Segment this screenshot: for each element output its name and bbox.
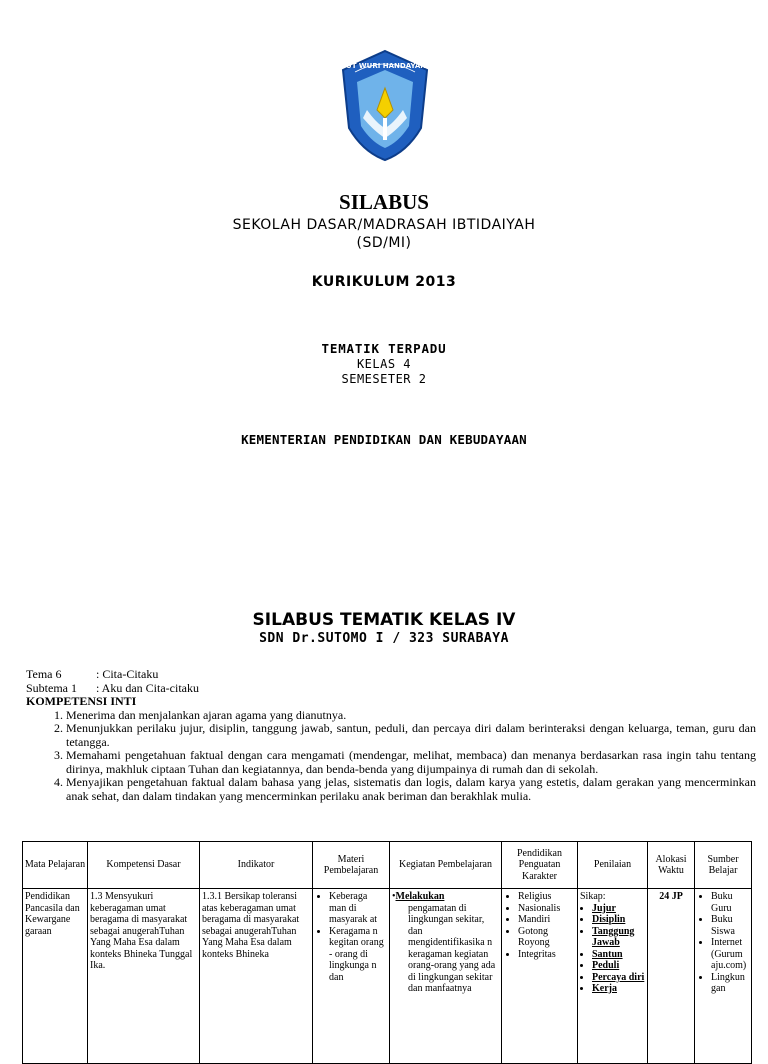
list-item: • Nasionalis bbox=[518, 903, 575, 915]
indicator-number: 1.3.1 bbox=[202, 891, 222, 902]
ki-item: 1. Menerima dan menjalankan ajaran agama yang dianutnya. bbox=[66, 709, 756, 723]
header-sumber: Sumber Belajar bbox=[695, 842, 752, 889]
cell-kd bbox=[88, 889, 200, 1064]
header-karakter: Pendidikan Penguatan Karakter bbox=[502, 842, 578, 889]
cell-indikator bbox=[200, 889, 313, 1064]
list-item: • Percaya diri bbox=[592, 972, 645, 984]
logo-text: TUT WURI HANDAYANI bbox=[341, 62, 429, 70]
ki-heading: KOMPETENSI INTI bbox=[26, 694, 137, 708]
ki-item: 3. Memahami pengetahuan faktual dengan cara mengamati (mendengar, melihat, membaca) dan menanya berdasarkan rasa ingin tahu tentang dirinya, makhluk ciptaan Tuhan dan kegiatannya, dan benda-benda yang dijumpainya di rumah dan di sekolah. bbox=[66, 749, 756, 776]
indicator-text: Bersikap toleransi atas keberagaman umat beragama di masyarakat sebagai anugerahTuhan Yang Maha Esa dalam konteks Bhineka bbox=[202, 891, 300, 960]
cell-kegiatan bbox=[390, 889, 502, 1064]
syllabus-meta bbox=[26, 668, 756, 803]
list-item: • Kerja bbox=[592, 983, 645, 995]
materi-list bbox=[315, 891, 387, 983]
list-item: • Disiplin bbox=[592, 914, 645, 926]
curriculum: KURIKULUM 2013 bbox=[311, 274, 457, 290]
cell-materi bbox=[313, 889, 390, 1064]
list-item: • Tanggung Jawab bbox=[592, 926, 645, 949]
kd-text: Mensyukuri keberagaman umat beragama di masyarakat sebagai anugerahTuhan Yang Maha Esa dalam konteks Bhineka Tunggal Ika. bbox=[90, 891, 193, 971]
kd-number: 1.3 bbox=[90, 891, 103, 902]
semester: SEMESETER 2 bbox=[341, 372, 427, 386]
syllabus-table bbox=[22, 841, 752, 1064]
cover-title: SILABUS bbox=[339, 190, 429, 214]
karakter-list bbox=[504, 891, 575, 960]
table-row bbox=[23, 889, 752, 1064]
cell-mapel: Pendidikan Pancasila dan Kewargane garaan bbox=[23, 889, 88, 1064]
cell-karakter bbox=[502, 889, 578, 1064]
tut-wuri-handayani-logo bbox=[335, 48, 435, 163]
ki-list bbox=[26, 709, 756, 804]
grade: KELAS 4 bbox=[356, 357, 412, 371]
list-item: • Lingkun gan bbox=[711, 972, 749, 995]
penilaian-list bbox=[580, 903, 645, 995]
cell-alokasi: 24 JP bbox=[648, 889, 695, 1064]
ki-item: 4. Menyajikan pengetahuan faktual dalam bahasa yang jelas, sistematis dan logis, dalam karya yang estetis, dalam gerakan yang mencerminkan anak sehat, dan dalam tindakan yang mencerminkan perilaku anak beriman dan berakhlak mulia. bbox=[66, 776, 756, 803]
list-item: • Internet (Gurum aju.com) bbox=[711, 937, 749, 972]
header-mapel: Mata Pelajaran bbox=[23, 842, 88, 889]
cell-penilaian bbox=[578, 889, 648, 1064]
list-item: • Jujur bbox=[592, 903, 645, 915]
kegiatan-bullet-icon: • bbox=[392, 891, 396, 902]
theme-title: TEMATIK TERPADU bbox=[321, 341, 447, 356]
tut-wuri-logo-icon bbox=[335, 48, 435, 163]
subtema-label: Subtema 1 bbox=[26, 680, 77, 695]
list-item: • Integritas bbox=[518, 949, 575, 961]
kegiatan-text: pengamatan di lingkungan sekitar, dan mengidentifikasika n keragaman kegiatan orang-orang yang ada di lingkungan sekitar dan manfaatnya bbox=[408, 902, 496, 994]
header-alokasi: Alokasi Waktu bbox=[648, 842, 695, 889]
list-item: • Religius bbox=[518, 891, 575, 903]
list-item: • Buku Guru bbox=[711, 891, 749, 914]
tema-value: : Cita-Citaku bbox=[96, 667, 159, 681]
list-item: • Peduli bbox=[592, 960, 645, 972]
header-materi: Materi Pembelajaran bbox=[313, 842, 390, 889]
penilaian-heading: Sikap: bbox=[580, 891, 606, 902]
school-type-abbr: (SD/MI) bbox=[356, 235, 412, 251]
sumber-list bbox=[697, 891, 749, 995]
tema-label: Tema 6 bbox=[26, 667, 62, 681]
list-item: • Santun bbox=[592, 949, 645, 961]
header-penilaian: Penilaian bbox=[578, 842, 648, 889]
list-item: • Gotong Royong bbox=[518, 926, 575, 949]
header-indikator: Indikator bbox=[200, 842, 313, 889]
header-kegiatan: Kegiatan Pembelajaran bbox=[390, 842, 502, 889]
header-kd: Kompetensi Dasar bbox=[88, 842, 200, 889]
cell-sumber bbox=[695, 889, 752, 1064]
table-header-row bbox=[23, 842, 752, 889]
ministry: KEMENTERIAN PENDIDIKAN DAN KEBUDAYAAN bbox=[241, 432, 527, 447]
school-name: SDN Dr.SUTOMO I / 323 SURABAYA bbox=[259, 631, 509, 646]
kegiatan-lead: Melakukan bbox=[395, 891, 445, 902]
subtema-row bbox=[26, 682, 756, 696]
ki-item: 2. Menunjukkan perilaku jujur, disiplin, tanggung jawab, santun, peduli, dan percaya diri dalam berinteraksi dengan keluarga, teman, guru dan tetangga. bbox=[66, 722, 756, 749]
list-item: • Buku Siswa bbox=[711, 914, 749, 937]
list-item: • Mandiri bbox=[518, 914, 575, 926]
tema-row bbox=[26, 668, 756, 682]
subtema-value: : Aku dan Cita-citaku bbox=[96, 680, 199, 695]
list-item: • Keragama n kegitan orang - orang di lingkunga n dan bbox=[329, 926, 387, 984]
syllabus-heading: SILABUS TEMATIK KELAS IV bbox=[252, 610, 516, 630]
list-item: • Keberaga man di masyarak at bbox=[329, 891, 387, 926]
school-type: SEKOLAH DASAR/MADRASAH IBTIDAIYAH bbox=[232, 217, 536, 233]
